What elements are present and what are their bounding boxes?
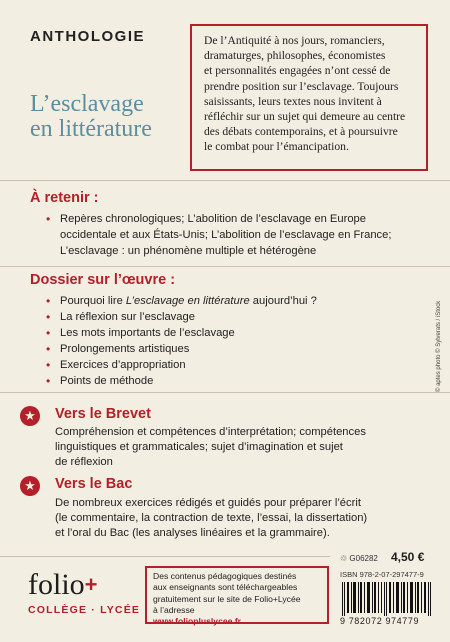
- dossier-list: [46, 294, 317, 389]
- website-link[interactable]: www.foliopluslycee.fr: [153, 616, 242, 627]
- bullet-icon: •: [46, 294, 51, 308]
- list-item: [46, 244, 391, 260]
- divider: [0, 180, 450, 181]
- folio-logo-plus: +: [84, 572, 98, 597]
- barcode-number: 9 782072 974779: [340, 616, 420, 626]
- brevet-line: de réflexion: [55, 456, 113, 469]
- brevet-line: Compréhension et compétences d’interprétation; compétences: [55, 426, 366, 438]
- book-title: [30, 92, 190, 142]
- dossier-item-italic-title: L’esclavage en littérature: [125, 295, 250, 307]
- bullet-icon: •: [46, 341, 51, 356]
- online-line: [153, 605, 321, 628]
- brevet-heading: Vers le Brevet: [55, 406, 151, 422]
- book-title-line-2: en littérature: [30, 116, 152, 142]
- dossier-item: Points de méthode: [60, 374, 154, 387]
- recycle-icon: ♲: [340, 554, 348, 563]
- product-code-value: G06282: [349, 554, 378, 563]
- bac-line: De nombreux exercices rédigés et guidés pour préparer l’écrit: [55, 497, 361, 509]
- price: 4,50 €: [391, 550, 425, 564]
- bac-line: (le commentaire, la contraction de texte, l’essai, la dissertation): [55, 512, 368, 525]
- divider: [0, 556, 330, 557]
- retenir-heading: À retenir :: [30, 190, 99, 206]
- isbn: ISBN 978-2-07-297477-9: [340, 570, 424, 579]
- collection-label: COLLÈGE · LYCÉE: [28, 604, 141, 616]
- bac-text: [55, 496, 435, 542]
- brevet-text: [55, 425, 435, 471]
- bullet-icon: •: [46, 373, 51, 388]
- dossier-item: Les mots importants de l’esclavage: [60, 326, 235, 339]
- dossier-item: Prolongements artistiques: [60, 342, 190, 355]
- list-item: [46, 358, 317, 374]
- intro-line: le combat pour l’émancipation.: [204, 140, 349, 154]
- star-icon: ★: [20, 406, 40, 426]
- bullet-icon: •: [46, 212, 51, 226]
- list-item: [46, 342, 317, 358]
- list-item: [46, 212, 391, 228]
- dossier-heading: Dossier sur l’œuvre :: [30, 272, 176, 288]
- intro-line: des débats contemporains, et à poursuivre: [204, 125, 398, 139]
- book-title-line-1: L’esclavage: [30, 91, 144, 117]
- dossier-item-before: Pourquoi lire: [60, 295, 126, 307]
- intro-line: prendre position sur l’esclavage. Toujours: [204, 79, 399, 93]
- retenir-line: Repères chronologiques; L’abolition de l’esclavage en Europe: [60, 213, 367, 225]
- brevet-line: linguistiques et grammaticales; sujet d’imagination et sujet: [55, 441, 343, 454]
- online-line: gratuitement sur le site de Folio+Lycée: [153, 593, 301, 604]
- photo-credit: © aptes photo © Sylverats / iStock: [436, 300, 442, 392]
- intro-line: réfléchir sur un sujet qui demeure au centre: [204, 110, 406, 124]
- folio-logo-word: folio: [28, 568, 85, 601]
- intro-line: saisissants, leurs textes nous invitent à: [204, 94, 382, 108]
- online-line: Des contenus pédagogiques destinés: [153, 571, 297, 581]
- intro-box: [190, 24, 428, 171]
- folio-logo: [28, 570, 98, 600]
- intro-line: et personnalités engagées n’ont cessé de: [204, 64, 391, 78]
- list-item: [46, 228, 391, 244]
- product-code: [340, 554, 378, 563]
- divider: [0, 392, 450, 393]
- dossier-item: La réflexion sur l’esclavage: [60, 310, 195, 323]
- list-item: [46, 326, 317, 342]
- divider: [0, 266, 450, 267]
- barcode: [340, 582, 432, 616]
- retenir-list: [46, 212, 391, 259]
- dossier-item-after: aujourd’hui ?: [249, 295, 317, 307]
- dossier-item: Exercices d’appropriation: [60, 358, 186, 371]
- online-line: aux enseignants sont téléchargeables: [153, 582, 298, 593]
- online-resources-box: [145, 566, 329, 627]
- retenir-line: L’esclavage : un phénomène multiple et hétérogène: [60, 244, 317, 257]
- online-line-prefix: à l’adresse: [153, 604, 195, 615]
- bac-line: et l’oral du Bac (les analyses linéaires et la grammaire).: [55, 527, 330, 540]
- bullet-icon: •: [46, 357, 51, 372]
- star-icon: ★: [20, 476, 40, 496]
- retenir-line: occidentale et aux États-Unis; L’abolition de l’esclavage en France;: [60, 228, 392, 241]
- list-item: [46, 310, 317, 326]
- bullet-icon: •: [46, 325, 51, 340]
- list-item: [46, 294, 317, 310]
- intro-line: dramaturges, philosophes, économistes: [204, 49, 386, 63]
- intro-line: De l’Antiquité à nos jours, romanciers,: [204, 34, 385, 47]
- bac-heading: Vers le Bac: [55, 476, 133, 492]
- series-label: ANTHOLOGIE: [30, 28, 145, 45]
- bullet-icon: •: [46, 309, 51, 324]
- list-item: [46, 374, 317, 390]
